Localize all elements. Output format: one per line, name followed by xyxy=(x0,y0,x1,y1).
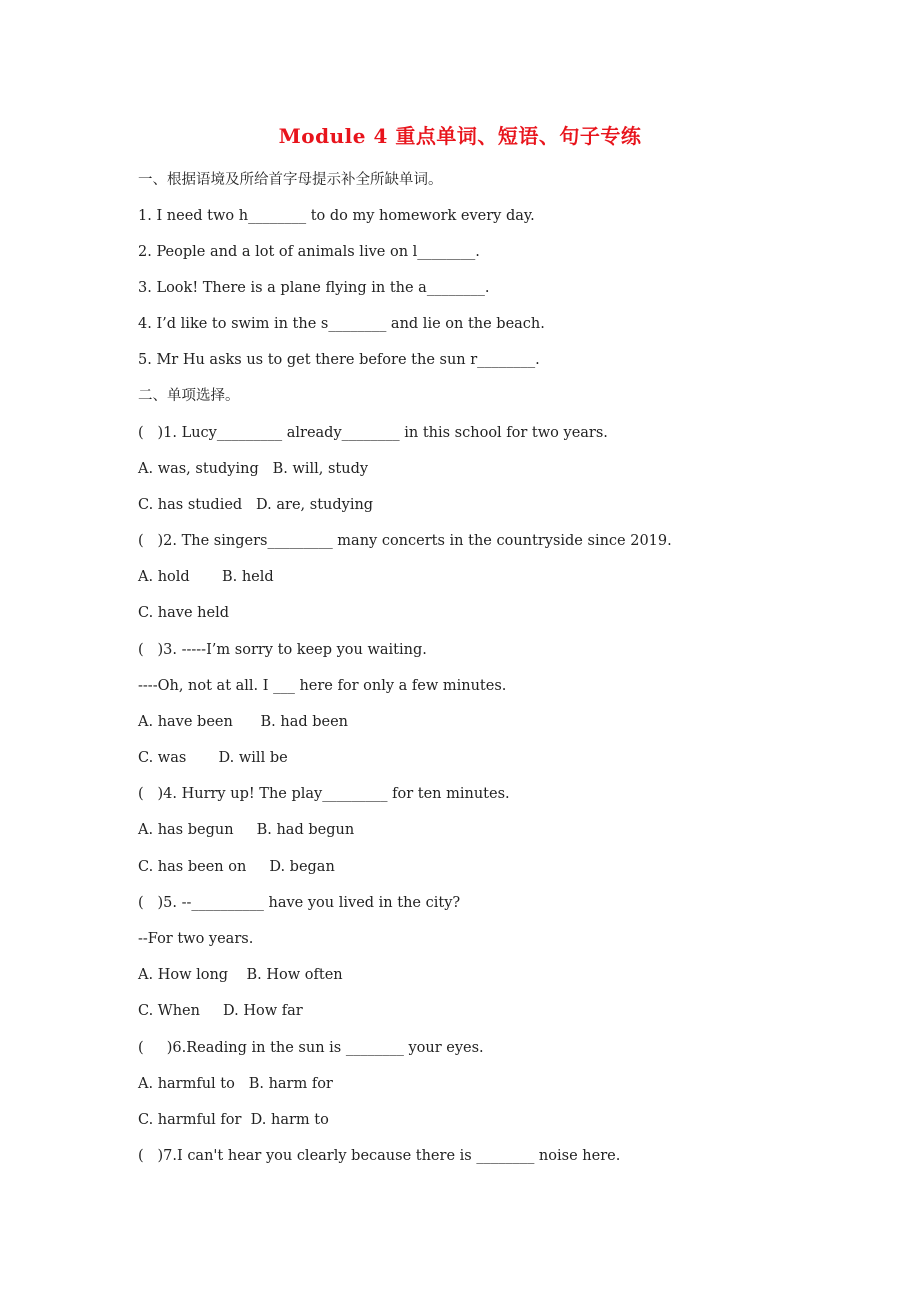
question-4-options-ab: A. has begun B. had begun xyxy=(138,822,355,838)
question-3-options-cd: C. was D. will be xyxy=(138,750,288,766)
fill-item-1: 1. I need two h________ to do my homework every day. xyxy=(138,208,535,224)
question-6-options-cd: C. harmful for D. harm to xyxy=(138,1112,329,1128)
section1-heading: 一、根据语境及所给首字母提示补全所缺单词。 xyxy=(138,172,443,188)
question-3-options-ab: A. have been B. had been xyxy=(138,714,349,730)
question-4-stem: ( )4. Hurry up! The play_________ for ten minutes. xyxy=(138,786,510,802)
question-1-options-ab: A. was, studying B. will, study xyxy=(138,461,369,477)
question-2-option-c: C. have held xyxy=(138,605,230,621)
page-title: Module 4 重点单词、短语、句子专练 xyxy=(278,124,642,148)
question-6-options-ab: A. harmful to B. harm for xyxy=(138,1076,333,1092)
question-5-options-cd: C. When D. How far xyxy=(138,1003,303,1019)
fill-item-3: 3. Look! There is a plane flying in the a________. xyxy=(138,280,490,296)
section2-heading: 二、单项选择。 xyxy=(138,388,240,404)
fill-item-4: 4. I’d like to swim in the s________ and lie on the beach. xyxy=(138,316,545,332)
question-2-options-ab: A. hold B. held xyxy=(138,569,274,585)
question-3-stem: ( )3. -----I’m sorry to keep you waiting. xyxy=(138,642,427,658)
question-1-stem: ( )1. Lucy_________ already________ in this school for two years. xyxy=(138,425,608,441)
question-4-options-cd: C. has been on D. began xyxy=(138,859,335,875)
question-7-stem: ( )7.I can't hear you clearly because there is ________ noise here. xyxy=(138,1148,621,1164)
question-3-reply: ----Oh, not at all. I ___ here for only a few minutes. xyxy=(138,678,507,694)
question-5-reply: --For two years. xyxy=(138,931,254,947)
fill-item-5: 5. Mr Hu asks us to get there before the sun r________. xyxy=(138,352,540,368)
question-2-stem: ( )2. The singers_________ many concerts in the countryside since 2019. xyxy=(138,533,672,549)
question-1-options-cd: C. has studied D. are, studying xyxy=(138,497,374,513)
question-5-stem: ( )5. --__________ have you lived in the city? xyxy=(138,895,461,911)
question-6-stem: ( )6.Reading in the sun is ________ your eyes. xyxy=(138,1040,484,1056)
question-5-options-ab: A. How long B. How often xyxy=(138,967,343,983)
fill-item-2: 2. People and a lot of animals live on l________. xyxy=(138,244,480,260)
